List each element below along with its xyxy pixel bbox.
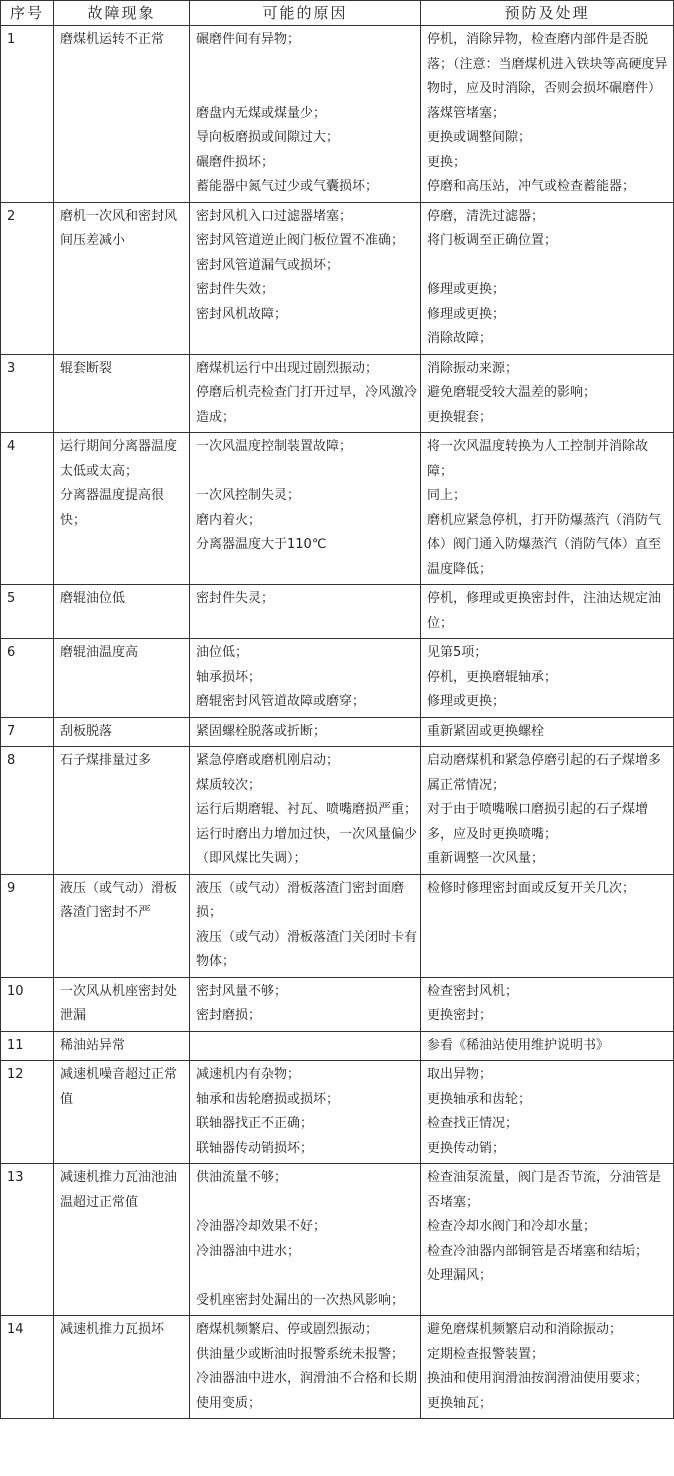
blank-line — [196, 1191, 417, 1216]
cell-no: 3 — [1, 354, 54, 433]
treatment-line: 重新紧固或更换螺栓 — [427, 723, 545, 739]
cause-line: 联轴器找正不正确； — [196, 1116, 314, 1131]
cause-line: 磨内着火； — [196, 512, 262, 528]
cause-line: 联轴器传动销损坏； — [196, 1140, 314, 1156]
table-header-row — [1, 1, 674, 26]
table-row — [1, 1031, 674, 1061]
treatment-line: 更换密封； — [427, 1008, 493, 1023]
treatment-line: 停磨，清洗过滤器； — [427, 208, 545, 224]
cell-treatment — [421, 202, 674, 354]
cause-line: 紧急停磨或磨机刚启动； — [196, 753, 340, 768]
cell-treatment — [421, 354, 674, 433]
table-row — [1, 1316, 674, 1419]
cell-cause — [190, 202, 421, 354]
cause-line: 密封风管道漏气或损坏； — [196, 257, 340, 273]
cell-phenomenon — [54, 747, 190, 875]
table-row — [1, 202, 674, 354]
cell-no: 6 — [1, 639, 54, 718]
cause-line: 冷油器油中进水； — [196, 1243, 301, 1259]
cell-treatment — [421, 639, 674, 718]
treatment-line: 检查密封风机； — [427, 983, 519, 999]
treatment-line: 检查冷油器内部铜管是否堵塞和结垢； — [427, 1243, 649, 1259]
cell-treatment — [421, 717, 674, 747]
cause-line: 供油流量不够； — [196, 1170, 288, 1185]
cause-line: 供油量少或断油时报警系统未报警； — [196, 1346, 405, 1362]
blank-line — [196, 460, 417, 485]
treatment-line: 停机，消除异物，检查磨内部件是否脱落；（注意：当磨煤机进入铁块等高硬度异物时，应及时消除，否则会损坏碾磨件） — [427, 32, 668, 96]
cause-line: 液压（或气动）滑板落渣门关闭时卡有物体； — [196, 929, 418, 969]
treatment-line: 检查找正情况； — [427, 1116, 519, 1131]
cause-line: 密封件失灵； — [196, 591, 275, 606]
cell-treatment — [421, 433, 674, 585]
cell-phenomenon — [54, 874, 190, 977]
cause-line: 密封风管道逆止阀门板位置不准确； — [196, 233, 405, 248]
cell-cause — [190, 26, 421, 203]
table-row — [1, 717, 674, 747]
cause-line: 轴承损坏； — [196, 669, 262, 685]
treatment-line: 将一次风温度转换为人工控制并消除故障； — [427, 439, 649, 479]
cell-cause — [190, 1316, 421, 1419]
treatment-line: 更换； — [427, 154, 467, 170]
treatment-line: 消除振动来源； — [427, 360, 519, 376]
cell-treatment — [421, 26, 674, 203]
cell-no: 9 — [1, 874, 54, 977]
treatment-line: 检修时修理密封面或反复开关几次； — [427, 880, 636, 896]
cell-phenomenon — [54, 585, 190, 639]
cell-no: 8 — [1, 747, 54, 875]
treatment-line: 修理或更换； — [427, 694, 506, 709]
cause-line: 一次风控制失灵； — [196, 488, 301, 503]
treatment-line: 更换轴承和齿轮； — [427, 1091, 532, 1107]
cause-line: 液压（或气动）滑板落渣门密封面磨损； — [196, 880, 405, 920]
treatment-line: 停机，修理或更换密封件，注油达规定油位； — [427, 591, 662, 631]
table-row — [1, 585, 674, 639]
treatment-line: 消除故障； — [427, 331, 493, 346]
cell-phenomenon — [54, 1061, 190, 1164]
phenomenon-line: 磨辊油位低 — [60, 591, 126, 606]
cause-line: 磨盘内无煤或煤量少； — [196, 105, 327, 121]
table-row — [1, 26, 674, 203]
cause-line: 油位低； — [196, 645, 249, 660]
header-no: 序号 — [1, 1, 54, 26]
phenomenon-line: 刮板脱落 — [60, 723, 113, 739]
cause-line: 导向板磨损或间隙过大； — [196, 130, 340, 145]
cause-line: 受机座密封处漏出的一次热风影响； — [196, 1292, 405, 1308]
cell-cause — [190, 717, 421, 747]
cause-line: 密封风机故障； — [196, 306, 288, 322]
cell-no: 5 — [1, 585, 54, 639]
cell-no: 7 — [1, 717, 54, 747]
cell-treatment — [421, 977, 674, 1031]
table-row — [1, 977, 674, 1031]
cell-phenomenon — [54, 1031, 190, 1061]
phenomenon-line: 减速机推力瓦油池油温超过正常值 — [60, 1170, 178, 1210]
treatment-line: 修理或更换； — [427, 282, 506, 297]
phenomenon-line: 运行期间分离器温度太低或太高； — [60, 439, 178, 479]
table-row — [1, 639, 674, 718]
header-treatment: 预防及处理 — [421, 1, 674, 26]
treatment-line: 更换辊套； — [427, 409, 493, 425]
table-row — [1, 874, 674, 977]
phenomenon-line: 稀油站异常 — [60, 1037, 126, 1053]
phenomenon-line: 分离器温度提高很快； — [60, 488, 165, 528]
table-row — [1, 1061, 674, 1164]
cause-line: 运行时磨出力增加过快，一次风量偏少（即风煤比失调）； — [196, 826, 418, 866]
cause-line: 密封风机入口过滤器堵塞； — [196, 208, 353, 224]
header-cause: 可能的原因 — [190, 1, 421, 26]
cell-no: 4 — [1, 433, 54, 585]
cell-treatment — [421, 1031, 674, 1061]
treatment-line: 检查油泵流量，阀门是否节流，分油管是否堵塞； — [427, 1170, 662, 1210]
treatment-line: 更换轴瓦； — [427, 1395, 493, 1411]
blank-line — [196, 1264, 417, 1289]
cell-no: 11 — [1, 1031, 54, 1061]
cell-cause — [190, 639, 421, 718]
blank-line — [196, 53, 417, 78]
treatment-line: 停磨和高压站，冲气或检查蓄能器； — [427, 179, 636, 194]
cause-line: 碾磨件损坏； — [196, 154, 275, 170]
cell-cause — [190, 585, 421, 639]
cause-line: 密封磨损； — [196, 1008, 262, 1023]
cause-line: 停磨后机壳检查门打开过早，冷风激冷造成； — [196, 385, 418, 425]
phenomenon-line: 磨机一次风和密封风间压差减小 — [60, 208, 178, 248]
treatment-line: 同上； — [427, 488, 467, 503]
treatment-line: 处理漏风； — [427, 1268, 493, 1283]
treatment-line: 换油和使用润滑油按润滑油使用要求； — [427, 1371, 649, 1386]
cell-treatment — [421, 747, 674, 875]
cell-treatment — [421, 874, 674, 977]
cell-treatment — [421, 1061, 674, 1164]
cause-line: 密封件失效； — [196, 282, 275, 297]
treatment-line: 落煤管堵塞； — [427, 105, 506, 121]
cause-line: 蓄能器中氮气过少或气囊损坏； — [196, 179, 379, 194]
cell-no: 1 — [1, 26, 54, 203]
cell-phenomenon — [54, 639, 190, 718]
phenomenon-line: 减速机推力瓦损坏 — [60, 1322, 165, 1337]
cell-phenomenon — [54, 433, 190, 585]
treatment-line: 参看《稀油站使用维护说明书》 — [427, 1037, 610, 1053]
table-row — [1, 1164, 674, 1316]
cell-treatment — [421, 1164, 674, 1316]
cause-line: 运行后期磨辊、衬瓦、喷嘴磨损严重； — [196, 802, 418, 817]
cause-line: 磨煤机频繁启、停或剧烈振动； — [196, 1322, 379, 1337]
cell-no: 13 — [1, 1164, 54, 1316]
phenomenon-line: 磨煤机运转不正常 — [60, 32, 165, 47]
cause-line: 冷油器油中进水，润滑油不合格和长期使用变质； — [196, 1371, 418, 1411]
cause-line: 磨煤机运行中出现过剧烈振动； — [196, 360, 379, 376]
cell-cause — [190, 874, 421, 977]
treatment-line: 停机，更换磨辊轴承； — [427, 669, 558, 685]
table-body — [1, 26, 674, 1419]
cell-phenomenon — [54, 26, 190, 203]
cell-phenomenon — [54, 202, 190, 354]
cause-line: 分离器温度大于110℃ — [196, 537, 327, 552]
cause-line: 轴承和齿轮磨损或损坏； — [196, 1091, 340, 1107]
cause-line: 密封风量不够； — [196, 983, 288, 999]
table-row — [1, 433, 674, 585]
cause-line: 碾磨件间有异物； — [196, 32, 301, 47]
cell-phenomenon — [54, 1316, 190, 1419]
cell-cause — [190, 433, 421, 585]
treatment-line: 启动磨煤机和紧急停磨引起的石子煤增多属正常情况； — [427, 753, 662, 793]
cell-phenomenon — [54, 717, 190, 747]
table-row — [1, 747, 674, 875]
phenomenon-line: 石子煤排量过多 — [60, 753, 152, 768]
table-row — [1, 354, 674, 433]
cause-line: 冷油器冷却效果不好； — [196, 1219, 327, 1234]
cell-cause — [190, 354, 421, 433]
cause-line: 紧固螺栓脱落或折断； — [196, 723, 327, 739]
cause-line: 煤质较次； — [196, 777, 262, 793]
phenomenon-line: 一次风从机座密封处泄漏 — [60, 983, 178, 1023]
phenomenon-line: 减速机噪音超过正常值 — [60, 1067, 178, 1107]
cell-cause — [190, 977, 421, 1031]
blank-line — [427, 254, 670, 279]
cell-phenomenon — [54, 354, 190, 433]
phenomenon-line: 液压（或气动）滑板落渣门密封不严 — [60, 880, 178, 920]
treatment-line: 检查冷却水阀门和冷却水量； — [427, 1219, 597, 1234]
cause-line: 磨辊密封风管道故障或磨穿； — [196, 694, 366, 709]
treatment-line: 将门板调至正确位置； — [427, 233, 558, 248]
treatment-line: 重新调整一次风量； — [427, 851, 545, 866]
treatment-line: 更换传动销； — [427, 1140, 506, 1156]
header-phenomenon: 故障现象 — [54, 1, 190, 26]
cell-no: 14 — [1, 1316, 54, 1419]
treatment-line: 避免磨辊受较大温差的影响； — [427, 385, 597, 400]
treatment-line: 修理或更换； — [427, 306, 506, 322]
cell-cause — [190, 1164, 421, 1316]
cell-treatment — [421, 585, 674, 639]
cause-line: 一次风温度控制装置故障； — [196, 439, 353, 454]
cause-line: 减速机内有杂物； — [196, 1067, 301, 1082]
blank-line — [196, 77, 417, 102]
treatment-line: 定期检查报警装置； — [427, 1346, 545, 1362]
treatment-line: 更换或调整间隙； — [427, 130, 532, 145]
cell-no: 10 — [1, 977, 54, 1031]
cell-cause — [190, 1031, 421, 1061]
treatment-line: 见第5项； — [427, 645, 488, 660]
treatment-line: 取出异物； — [427, 1067, 493, 1082]
cell-phenomenon — [54, 1164, 190, 1316]
cell-phenomenon — [54, 977, 190, 1031]
treatment-line: 对于由于喷嘴喉口磨损引起的石子煤增多，应及时更换喷嘴； — [427, 802, 649, 842]
treatment-line: 避免磨煤机频繁启动和消除振动； — [427, 1322, 623, 1337]
phenomenon-line: 磨辊油温度高 — [60, 645, 139, 660]
cell-treatment — [421, 1316, 674, 1419]
cell-no: 2 — [1, 202, 54, 354]
phenomenon-line: 辊套断裂 — [60, 360, 113, 376]
cell-no: 12 — [1, 1061, 54, 1164]
cell-cause — [190, 747, 421, 875]
cell-cause — [190, 1061, 421, 1164]
treatment-line: 磨机应紧急停机，打开防爆蒸汽（消防气体）阀门通入防爆蒸汽（消防气体）直至温度降低； — [427, 512, 662, 577]
